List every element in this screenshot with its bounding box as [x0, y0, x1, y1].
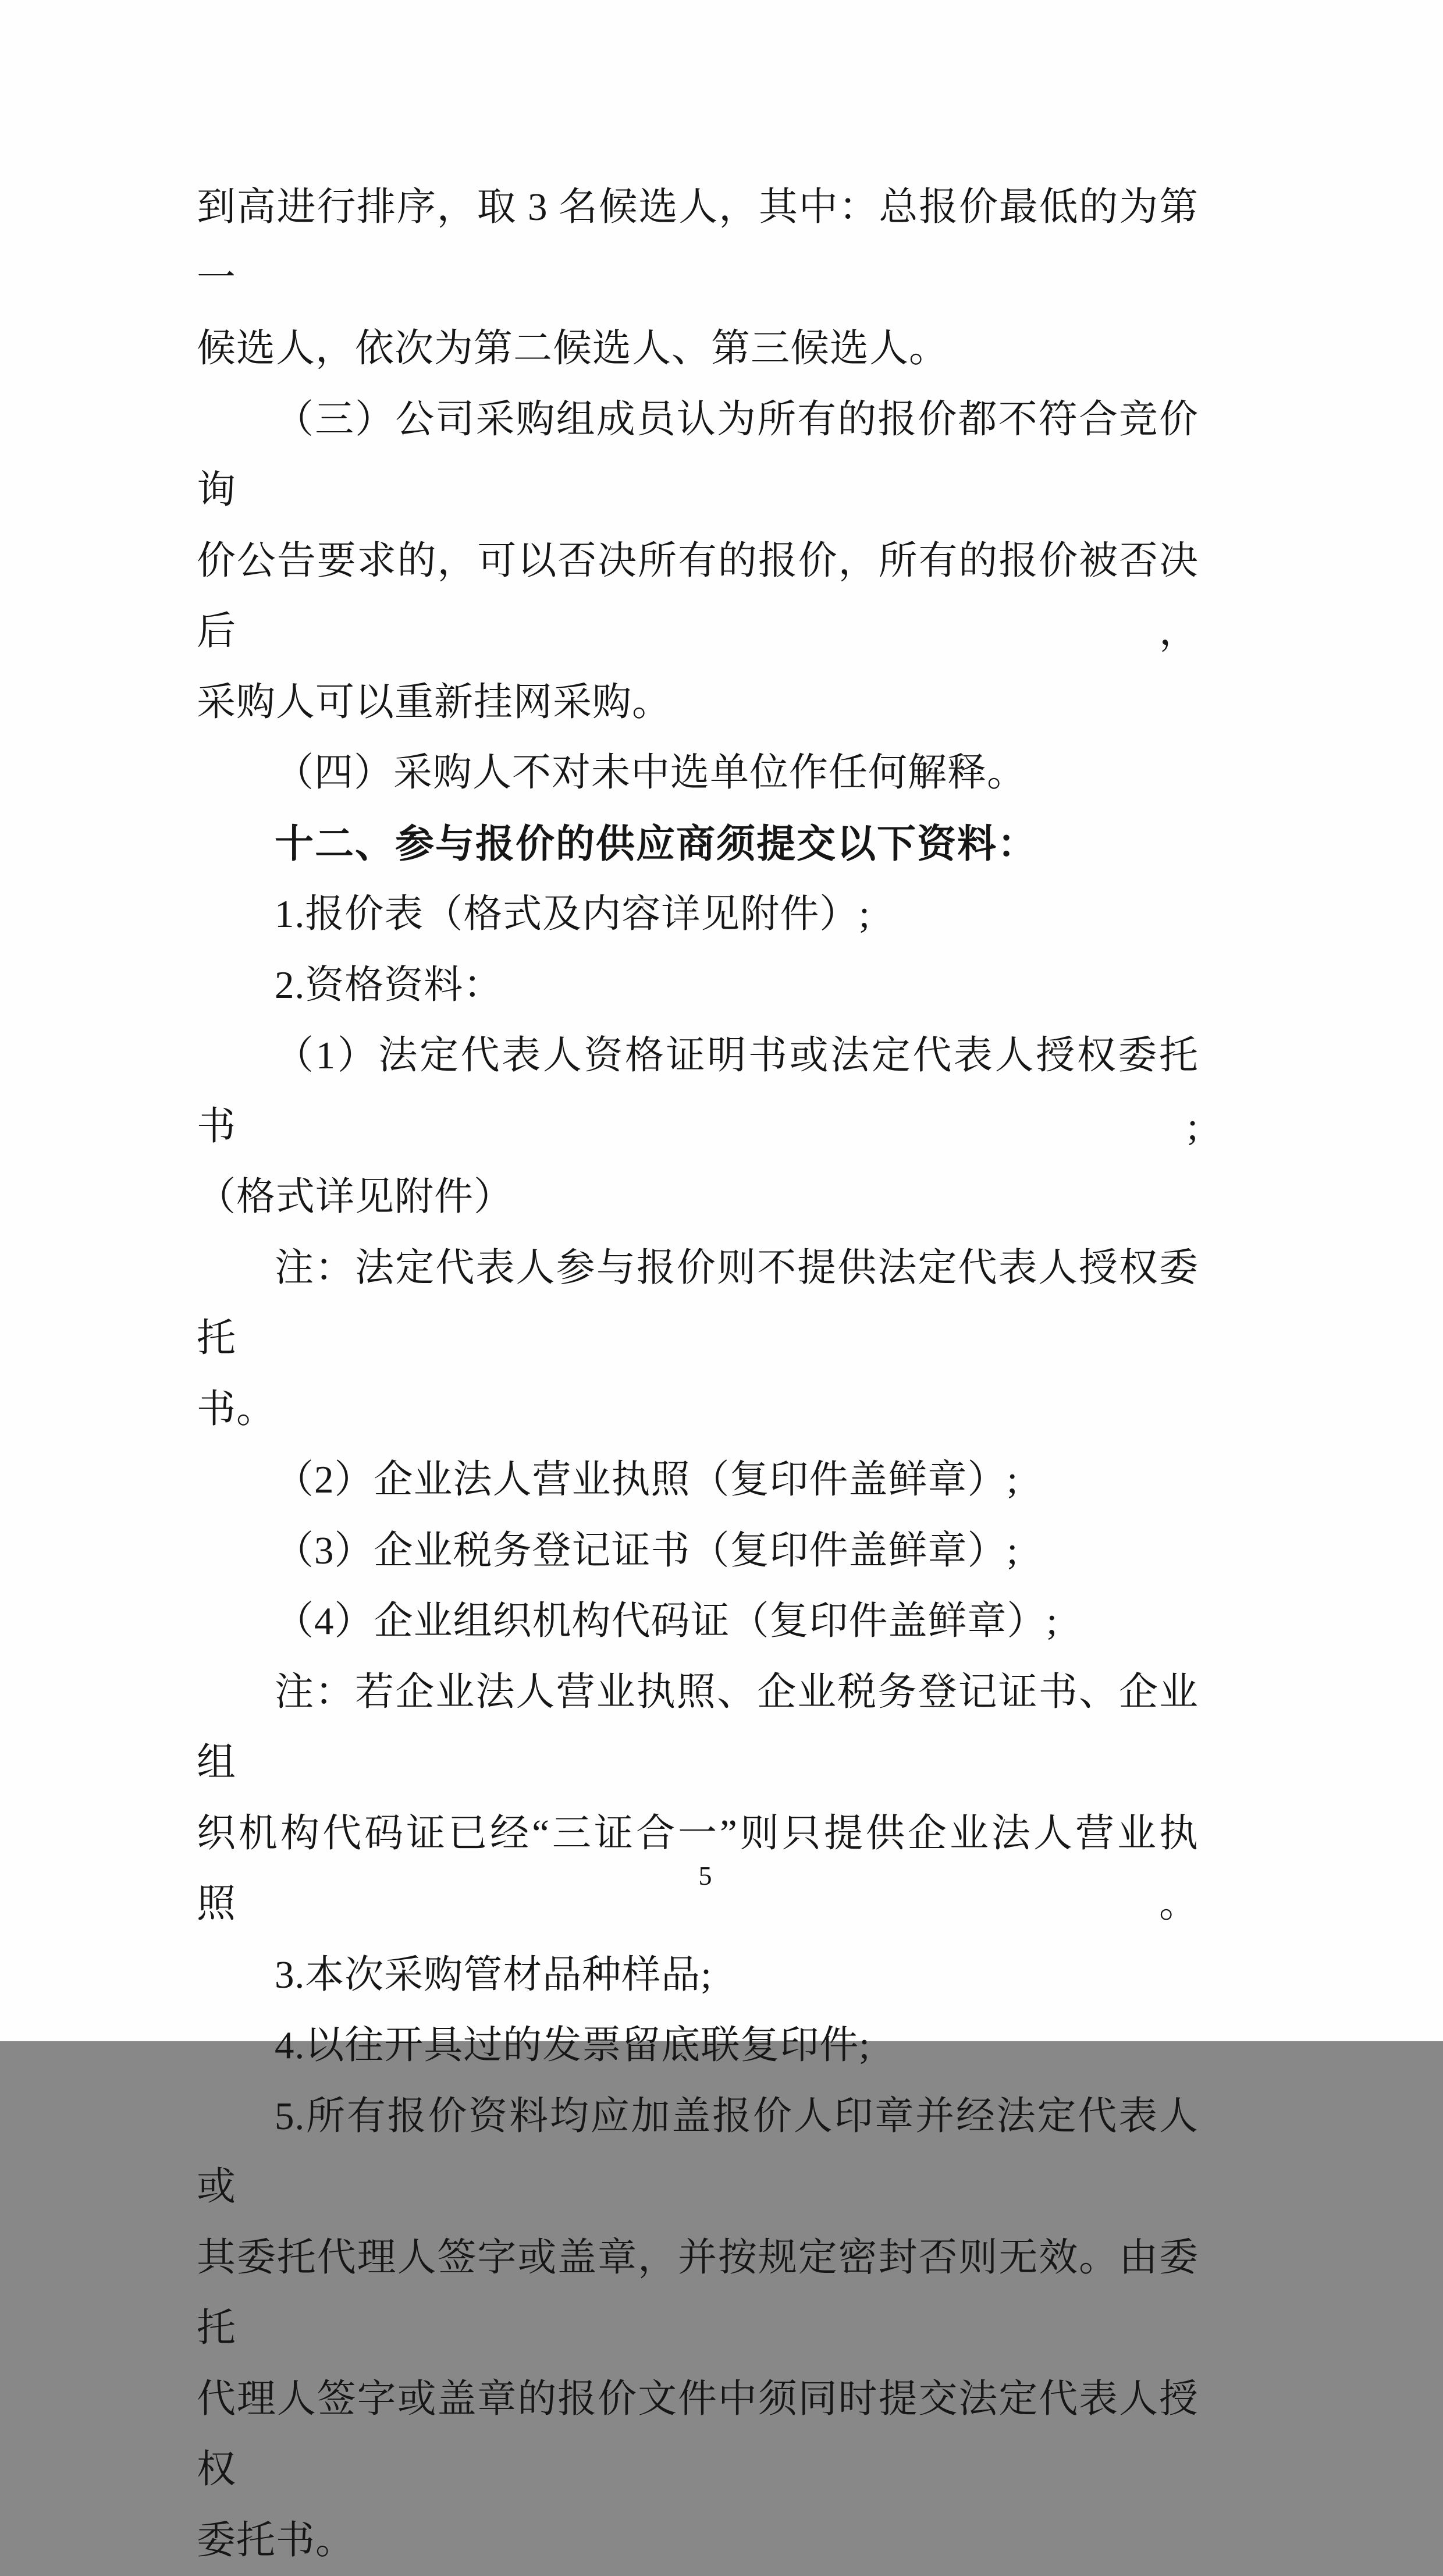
text-line: 注：若企业法人营业执照、企业税务登记证书、企业组 — [197, 1657, 1199, 1799]
text-line: （三）公司采购组成员认为所有的报价都不符合竞价询 — [197, 385, 1199, 526]
text-line: （2）企业法人营业执照（复印件盖鲜章）; — [197, 1445, 1199, 1516]
text-line: （1）法定代表人资格证明书或法定代表人授权委托书; — [197, 1021, 1199, 1162]
text-line: 1.报价表（格式及内容详见附件）; — [197, 879, 1199, 950]
text-line: 其委托代理人签字或盖章，并按规定密封否则无效。由委托 — [197, 2223, 1199, 2364]
page-number: 5 — [0, 1860, 1410, 1892]
text-line: 采购人可以重新挂网采购。 — [197, 667, 1199, 738]
text-line: （4）企业组织机构代码证（复印件盖鲜章）; — [197, 1586, 1199, 1657]
document-body — [197, 172, 1199, 2576]
text-line: 候选人，依次为第二候选人、第三候选人。 — [197, 314, 1199, 385]
text-line: 到高进行排序，取 3 名候选人，其中：总报价最低的为第一 — [197, 172, 1199, 314]
text-line: 2.资格资料： — [197, 950, 1199, 1021]
text-line: （四）采购人不对未中选单位作任何解释。 — [197, 738, 1199, 809]
text-line: （3）企业税务登记证书（复印件盖鲜章）; — [197, 1516, 1199, 1587]
text-line: （格式详见附件） — [197, 1162, 1199, 1233]
text-line: 委托书。 — [197, 2506, 1199, 2576]
text-line: 价公告要求的，可以否决所有的报价，所有的报价被否决后， — [197, 526, 1199, 667]
text-line: 4.以往开具过的发票留底联复印件; — [197, 2010, 1199, 2081]
text-line: 书。 — [197, 1374, 1199, 1445]
section-heading-line: 十二、参与报价的供应商须提交以下资料： — [197, 809, 1199, 880]
text-line: 5.所有报价资料均应加盖报价人印章并经法定代表人或 — [197, 2081, 1199, 2223]
text-line: 注：法定代表人参与报价则不提供法定代表人授权委托 — [197, 1233, 1199, 1374]
text-line: 织机构代码证已经“三证合一”则只提供企业法人营业执照。 — [197, 1799, 1199, 1940]
text-line: 代理人签字或盖章的报价文件中须同时提交法定代表人授权 — [197, 2364, 1199, 2506]
text-line: 3.本次采购管材品种样品; — [197, 1940, 1199, 2011]
